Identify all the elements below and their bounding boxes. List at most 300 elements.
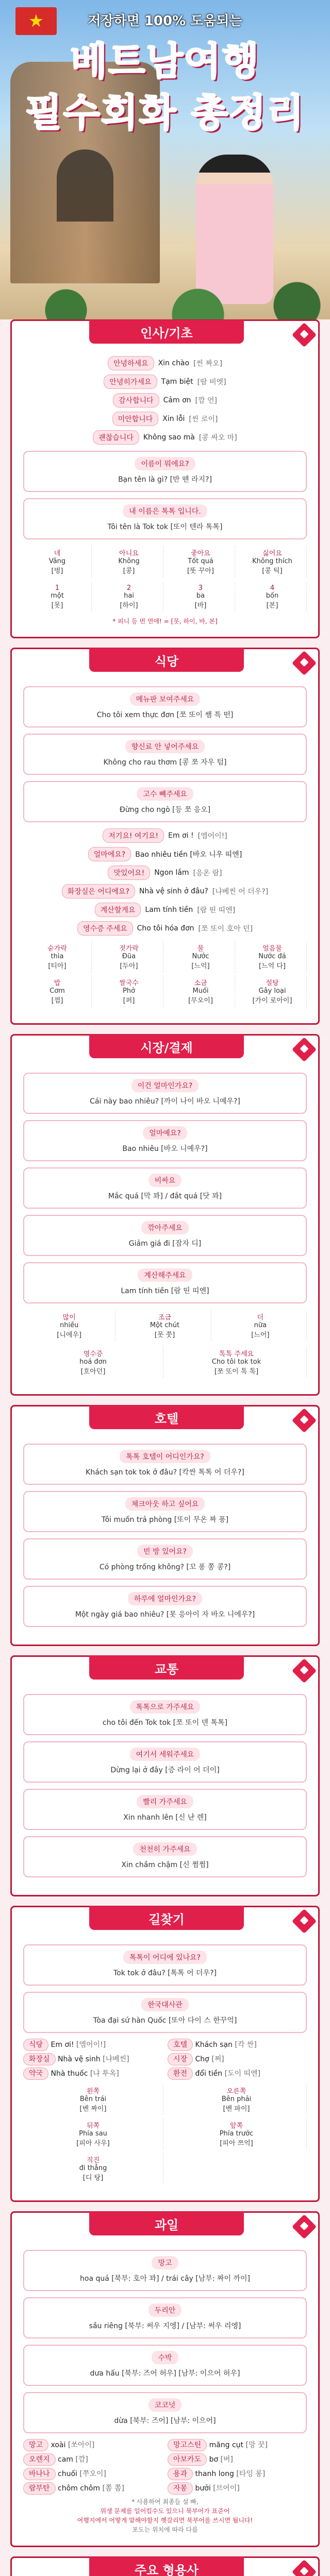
- phrase-reading: [응온 람]: [193, 869, 222, 877]
- phrase-ko: 비싸요: [148, 1174, 182, 1187]
- food-header: 식당: [89, 648, 244, 672]
- phrase-vi: Không cho rau thơm [콩 쪼 자우 텀]: [103, 758, 227, 767]
- phrase-ko: 얼마에요?: [88, 847, 131, 861]
- word-ko: 호텔: [168, 2039, 193, 2051]
- word-ko: 왼쪽: [86, 2088, 100, 2095]
- word-pair-left: [23, 2068, 162, 2078]
- phrase-vi: dưa hấu [북부: 즈어 허우] [남부: 이으어 허우]: [90, 2369, 240, 2378]
- word-ko: 람부탄: [23, 2482, 56, 2495]
- word-vi: Một chút: [150, 1321, 180, 1329]
- bookmark-icon: [292, 2214, 317, 2239]
- word-pair-left: [23, 2468, 162, 2479]
- phrase-card: [23, 1262, 307, 1303]
- word-vi: Vâng: [48, 557, 66, 565]
- word-reading: [브어이]: [213, 2484, 240, 2493]
- phrase-ko: 하루에 얼마인가요?: [128, 1592, 202, 1605]
- phrase-row: [23, 356, 307, 370]
- word-ko: 오른쪽: [226, 2088, 246, 2095]
- word-ko: 아니요: [119, 550, 139, 557]
- word-vi: Chợ: [195, 2055, 209, 2063]
- phrase-vi: Nhà vệ sinh ở đâu?: [139, 887, 208, 895]
- word-reading: [껌]: [51, 997, 63, 1005]
- word-cell: [23, 2118, 163, 2149]
- phrase-row: [23, 412, 307, 426]
- phrase-ko: 톡톡이 어디에 있나요?: [123, 1951, 207, 1964]
- word-vi: ba: [196, 592, 205, 600]
- phrase-ko: 저기요! 여기요!: [103, 828, 164, 843]
- word-ko: 바나나: [23, 2468, 56, 2480]
- phrase-reading: [냐베씬 어 더우?]: [212, 888, 269, 896]
- word-reading: [느억 다]: [259, 962, 286, 970]
- phrase-reading: [쪼 또이 호아 던]: [198, 925, 253, 933]
- phrase-card: [23, 1538, 307, 1580]
- word-pair-row: [23, 2468, 307, 2479]
- phrase-vi: Bao nhiêu tiền [바오 니우 띠엔]: [135, 851, 242, 859]
- phrase-vi: Tôi muốn trả phòng [또이 무온 짜 퐁]: [101, 1516, 229, 1524]
- phrase-row: [23, 903, 307, 917]
- word-cell: [238, 975, 307, 1007]
- word-ko: 화장실: [23, 2053, 56, 2065]
- word-reading: [도이 띠엔]: [224, 2070, 261, 2078]
- phrase-vi: Tòa đại sứ hàn Quốc [또아 다이 스 한꾸억]: [93, 2016, 237, 2025]
- phrase-vi: Cái này bao nhiêu? [까이 나이 바오 니예우?]: [90, 1097, 240, 1106]
- phrase-card: [23, 1120, 307, 1161]
- phrase-ko: 수박: [152, 2351, 178, 2364]
- phrase-ko: 두리안: [148, 2303, 182, 2317]
- shop-section: [10, 1034, 320, 1396]
- fruit-section: [10, 2211, 320, 2547]
- word-ko: 망고: [23, 2439, 48, 2451]
- greeting-header: 인사/기초: [89, 320, 244, 344]
- phrase-reading: [람 띤 띠엔]: [197, 906, 236, 914]
- phrase-card: [23, 2250, 307, 2291]
- phrase-card: [23, 1586, 307, 1627]
- phrase-ko: 톡톡 호텔이 어디인가요?: [120, 1450, 210, 1463]
- word-reading: [가이 로아이]: [252, 997, 292, 1005]
- word-vi: Nhà vệ sinh: [58, 2055, 101, 2063]
- phrase-vi: Tok tok ở đâu? [톡톡 어 더우?]: [113, 1969, 217, 1977]
- phrase-card: [23, 1491, 307, 1532]
- word-reading: [벙]: [51, 567, 63, 575]
- phrase-vi: Tạm biệt: [161, 378, 193, 386]
- phrase-ko: 고수 빼주세요: [137, 787, 193, 801]
- phrase-card: [23, 1836, 307, 1877]
- phrase-vi: Có phòng trống không? [꼬 퐁 쫑 콩?]: [99, 1563, 231, 1571]
- phrase-vi: Tôi tên là Tok tok [또이 텐라 톡톡]: [107, 523, 223, 531]
- fruit-note: [23, 2497, 307, 2534]
- word-cell: [238, 582, 307, 612]
- word-vi: Cho tôi tok tok: [211, 1358, 261, 1366]
- word-ko: 밥: [54, 979, 61, 987]
- word-reading: [니에우]: [57, 1331, 82, 1339]
- word-vi: bưởi: [195, 2484, 211, 2493]
- word-vi: đi thẳng: [79, 2164, 107, 2172]
- word-pair-right: [168, 2483, 307, 2493]
- word-vi: bơ: [209, 2455, 219, 2464]
- phrase-row: [23, 866, 307, 880]
- word-reading: [쫌 쫌]: [102, 2484, 124, 2493]
- phrase-vi: Lam tính tiền [람 띤 띠엔]: [121, 1287, 209, 1295]
- phrase-ko: 체크아웃 하고 싶어요: [125, 1497, 205, 1511]
- word-cell: [167, 2118, 307, 2149]
- yes-no-grid: [23, 546, 307, 577]
- greeting-section: [10, 319, 320, 638]
- word-ko: 시장: [168, 2053, 193, 2065]
- food-words-grid: [23, 941, 307, 1007]
- phrase-card: [23, 686, 307, 727]
- word-pair-row: [23, 2068, 307, 2078]
- phrase-vi: Cho tôi xem thực đơn [쪼 또이 쌤 특 떤]: [96, 711, 234, 719]
- word-vi: Phía trước: [219, 2130, 254, 2138]
- word-ko: 용과: [168, 2468, 193, 2480]
- bookmark-icon: [292, 1408, 317, 1433]
- word-vi: Không: [118, 557, 140, 565]
- phrase-ko: 안녕히가세요: [104, 375, 157, 389]
- fruit-note-line: 위생 문제를 일어킬수도 있으니 북부어가 표준어: [100, 2507, 230, 2515]
- word-ko: 얼음물: [262, 945, 282, 953]
- word-vi: Nhà thuốc: [51, 2070, 88, 2078]
- hotel-section: [10, 1405, 320, 1646]
- word-pair-left: [23, 2439, 162, 2450]
- word-ko: 더: [257, 1314, 264, 1321]
- word-reading: [쪼 또이 톡 톡]: [214, 1368, 259, 1376]
- phrase-ko: 괜찮습니다: [93, 430, 139, 445]
- word-reading: [냐 투옥]: [90, 2070, 119, 2078]
- word-vi: Bên phải: [221, 2095, 252, 2103]
- hero-title-line1: 베트남여행: [70, 39, 260, 83]
- hero-banner: [0, 0, 330, 319]
- word-reading: [쏘아이]: [68, 2441, 95, 2449]
- word-cell: [119, 1310, 211, 1341]
- phrase-card: [23, 1944, 307, 1986]
- word-vi: nhiều: [60, 1321, 79, 1329]
- phrase-ko: 천천히 가주세요: [133, 1842, 196, 1856]
- word-cell: [23, 546, 92, 577]
- bookmark-icon: [292, 1037, 317, 1062]
- bookmark-icon: [292, 2560, 317, 2576]
- phrase-vi: Khách sạn tok tok ở đâu? [칵싼 톡톡 어 더우?]: [86, 1468, 244, 1477]
- phrase-ko: 얼마예요?: [143, 1126, 187, 1140]
- word-vi: Em ơi!: [51, 2041, 74, 2049]
- word-vi: Tốt quá: [188, 557, 213, 565]
- hotel-header: 호텔: [89, 1405, 244, 1429]
- fruit-note-line: 포도는 위치에 따라 다름: [132, 2526, 198, 2533]
- phrase-ko: 여기서 세워주세요: [130, 1748, 201, 1761]
- word-vi: Gây loại: [258, 987, 286, 995]
- word-cell: [95, 975, 163, 1007]
- phrase-vi: Xin lỗi: [162, 415, 185, 423]
- phrase-row: [23, 828, 307, 843]
- word-reading: [디 탕]: [82, 2174, 104, 2182]
- word-ko: 젓가락: [119, 945, 139, 953]
- phrase-ko: 톡톡으로 가주세요: [130, 1700, 201, 1714]
- word-ko: 설탕: [266, 979, 279, 987]
- phrase-row: [23, 375, 307, 389]
- food-section: [10, 648, 320, 1025]
- word-reading: [느어]: [251, 1331, 270, 1339]
- phrase-vi: sầu riêng [북부: 써우 지엥] / [남부: 써우 리엥]: [89, 2322, 241, 2330]
- word-pair-row: [23, 2483, 307, 2493]
- phrase-card: [23, 781, 307, 822]
- phrase-card: [23, 1215, 307, 1256]
- phrase-ko: 내 이름은 톡톡 입니다.: [123, 504, 207, 518]
- fruit-header: 과일: [89, 2212, 244, 2235]
- phrase-reading: [땀 비엣]: [197, 378, 226, 386]
- word-ko: 4: [270, 584, 275, 592]
- phrase-card: [23, 1789, 307, 1830]
- phrase-card: [23, 451, 307, 492]
- fruit-note-line: 여행지에서 어떻게 말해야할지 헷갈리면 북부어를 쓰시면 됩니다!: [77, 2517, 253, 2524]
- word-ko: 많이: [62, 1314, 76, 1321]
- word-cell: [23, 582, 92, 612]
- phrase-card: [23, 1167, 307, 1209]
- word-reading: [퍼]: [123, 997, 135, 1005]
- phrase-reading: [콩 싸오 마]: [199, 434, 237, 442]
- word-ko: 조금: [158, 1314, 172, 1321]
- word-vi: hoá đơn: [79, 1358, 107, 1366]
- word-reading: [똣 꾸아]: [187, 567, 214, 575]
- word-cell: [23, 1310, 116, 1341]
- plants-image: [0, 273, 330, 319]
- word-vi: nữa: [254, 1321, 267, 1329]
- word-cell: [214, 1310, 307, 1341]
- word-ko: 오렌지: [23, 2453, 56, 2466]
- phrase-card: [23, 1694, 307, 1735]
- word-reading: [엠어이!]: [76, 2041, 106, 2049]
- phrase-ko: 메뉴판 보여주세요: [130, 692, 201, 706]
- phrase-card: [23, 2297, 307, 2338]
- word-pair-row: [23, 2039, 307, 2049]
- word-ko: 1: [55, 584, 60, 592]
- word-vi: Khách sạn: [195, 2041, 233, 2049]
- word-ko: 직진: [86, 2157, 100, 2164]
- word-cell: [167, 582, 235, 612]
- phrase-vi: Xin chầm chậm [신 쩜쩜]: [121, 1861, 209, 1869]
- word-cell: [167, 975, 235, 1007]
- phrase-ko: 미안합니다: [112, 412, 159, 426]
- phrase-reading: [엠어이!]: [197, 832, 227, 840]
- word-pair-right: [168, 2039, 307, 2049]
- word-ko: 소금: [194, 979, 207, 987]
- phrase-reading: [씬 로이]: [189, 415, 218, 423]
- phrase-row: [23, 393, 307, 408]
- word-reading: [바]: [194, 602, 207, 609]
- word-reading: [타잉 롱]: [236, 2470, 266, 2478]
- phrase-vi: dừa [북부: 즈어] [남부: 이으어]: [114, 2417, 216, 2425]
- word-cell: [238, 941, 307, 972]
- phrase-ko: 감사합니다: [113, 393, 159, 408]
- word-reading: [하이]: [120, 602, 138, 609]
- phrase-ko: 망고: [152, 2256, 178, 2269]
- traffic-section: [10, 1655, 320, 1896]
- word-vi: xoài: [51, 2441, 66, 2449]
- word-reading: [티아]: [48, 962, 67, 970]
- hero-subtitle: 저장하면 100% 도움되는: [88, 13, 242, 29]
- word-ko: 앞쪽: [229, 2122, 243, 2130]
- phrase-ko: 깎아주세요: [141, 1221, 189, 1234]
- word-vi: cam: [58, 2455, 73, 2464]
- word-reading: [콩 틱]: [262, 567, 283, 575]
- word-ko: 뒤쪽: [86, 2122, 100, 2130]
- phrase-vi: Dừng lại ở đây [증 라이 어 더이]: [110, 1766, 220, 1774]
- road-section: [10, 1906, 320, 2202]
- word-vi: Bên trái: [79, 2095, 107, 2103]
- phrase-vi: Đừng cho ngò [등 쪼 응오]: [119, 806, 211, 814]
- word-reading: [못 쭛]: [154, 1331, 175, 1339]
- word-reading: [쭈오이]: [79, 2470, 106, 2478]
- word-pair-left: [23, 2054, 162, 2064]
- word-vi: Đũa: [122, 953, 136, 960]
- word-reading: [망 꿋]: [245, 2441, 268, 2449]
- phrase-ko: 코코넛: [148, 2398, 182, 2412]
- word-vi: Phía sau: [79, 2130, 107, 2138]
- word-cell: [23, 1346, 163, 1378]
- word-ko: 식당: [23, 2039, 48, 2051]
- phrase-card: [23, 1741, 307, 1783]
- phrase-vi: Bạn tên là gì? [반 뗀 라지?]: [118, 476, 212, 484]
- hero-title-line2: 필수회화 총정리: [25, 91, 305, 135]
- phrase-vi: Cho tôi hóa đơn: [137, 924, 194, 933]
- word-reading: [피아 쯔억]: [220, 2140, 253, 2147]
- word-reading: [벤 파이]: [223, 2105, 250, 2113]
- word-cell: [95, 582, 163, 612]
- phrase-reading: [깜 언]: [195, 397, 217, 405]
- word-cell: [167, 1346, 307, 1378]
- shop-words-grid: [23, 1310, 307, 1341]
- phrase-ko: 빈 방 있어요?: [137, 1545, 193, 1558]
- word-reading: [콩]: [123, 567, 135, 575]
- phrase-vi: Ngon lắm: [154, 869, 189, 877]
- word-ko: 환전: [168, 2067, 193, 2080]
- phrase-vi: Cảm ơn: [163, 396, 191, 404]
- word-vi: thìa: [51, 953, 64, 960]
- phrase-ko: 화장실은 어디에요?: [62, 884, 135, 899]
- word-reading: [무오이]: [188, 997, 213, 1005]
- word-ko: 물: [197, 945, 204, 953]
- word-pair-row: [23, 2054, 307, 2064]
- word-vi: thanh long: [195, 2470, 234, 2478]
- word-cell: [95, 546, 163, 577]
- phrase-vi: Em ơi !: [168, 832, 194, 840]
- road-header: 길찾기: [89, 1906, 244, 1930]
- word-cell: [238, 546, 307, 577]
- bookmark-icon: [292, 651, 317, 675]
- word-vi: Phở: [122, 987, 136, 995]
- phrase-vi: Giảm giá đi [잠자 디]: [128, 1240, 202, 1248]
- word-cell: [167, 546, 235, 577]
- phrase-row: [23, 921, 307, 936]
- phrase-ko: 빨리 가주세요: [137, 1795, 193, 1808]
- word-reading: [못]: [51, 602, 63, 609]
- word-vi: chuối: [58, 2470, 77, 2478]
- word-ko: 숟가락: [47, 945, 67, 953]
- word-vi: hai: [124, 592, 134, 600]
- word-ko: 2: [126, 584, 131, 592]
- phrase-vi: Lam tính tiền: [145, 906, 193, 914]
- word-vi: chôm chôm: [58, 2484, 101, 2493]
- directions-grid: [23, 2083, 307, 2184]
- bookmark-icon: [292, 1909, 317, 1934]
- phrase-reading: [씬 짜오]: [193, 360, 223, 368]
- word-pair-right: [168, 2068, 307, 2078]
- word-vi: đổi tiền: [195, 2070, 223, 2078]
- word-vi: Cơm: [50, 987, 65, 995]
- word-ko: 아보카도: [168, 2453, 207, 2466]
- phrase-ko: 영수증 주세요: [77, 921, 133, 936]
- word-ko: 3: [198, 584, 203, 592]
- word-cell: [23, 941, 92, 972]
- phrase-card: [23, 1444, 307, 1485]
- bookmark-icon: [292, 323, 317, 347]
- word-ko: 싫어요: [262, 550, 282, 557]
- word-ko: 쌀국수: [119, 979, 139, 987]
- phrase-vi: hoa quả [북부: 호아 꽈] / trái cây [남부: 짜이 까이]: [80, 2275, 250, 2283]
- phrase-ko: 한국대사관: [141, 1998, 189, 2011]
- word-ko: 자몽: [168, 2482, 193, 2495]
- numbers-grid: [23, 582, 307, 612]
- phrase-vi: cho tôi đến Tok tok [쪼 또이 덴 톡톡]: [102, 1719, 228, 1727]
- adjective-section: [10, 2556, 320, 2576]
- word-vi: Nước đá: [258, 953, 286, 960]
- word-vi: măng cụt: [209, 2441, 244, 2449]
- word-vi: bốn: [266, 592, 279, 600]
- fruit-note-line: * 사용하여 최종들 설 빠,: [131, 2498, 199, 2505]
- word-reading: [두아]: [120, 962, 138, 970]
- phrase-vi: Bao nhiêu [바오 니예우?]: [122, 1145, 208, 1153]
- phrase-vi: Xin chào: [158, 359, 190, 367]
- word-reading: [버]: [220, 2455, 233, 2464]
- phrase-ko: 향신료 안 넣어주세요: [125, 740, 205, 753]
- word-ko: 톡톡 주세요: [219, 1350, 254, 1358]
- word-vi: một: [51, 592, 64, 600]
- word-reading: [깜]: [75, 2455, 88, 2464]
- phrase-ko: 계산할게요: [95, 903, 141, 917]
- phrase-vi: Không sao mà: [143, 433, 195, 442]
- phrase-card: [23, 498, 307, 539]
- word-reading: [느억]: [191, 962, 210, 970]
- word-cell: [23, 2153, 163, 2184]
- phrase-row: [23, 847, 307, 861]
- word-reading: [호아던]: [80, 1368, 106, 1376]
- shop-words-grid-2: [23, 1346, 307, 1378]
- phrase-card: [23, 1992, 307, 2033]
- word-ko: 좋아요: [191, 550, 210, 557]
- word-ko: 망고스틴: [168, 2439, 207, 2451]
- word-cell: [95, 941, 163, 972]
- phrase-row: [23, 884, 307, 899]
- word-pair-left: [23, 2483, 162, 2493]
- phrase-vi: Mắc quá [막 꽈] / đắt quá [닷 꽈]: [108, 1192, 222, 1200]
- phrase-card: [23, 734, 307, 775]
- word-vi: Nước: [192, 953, 209, 960]
- phrase-vi: Một ngày giá bao nhiêu? [못 응아이 자 바오 니에우?]: [75, 1611, 255, 1619]
- word-cell: [23, 2083, 163, 2115]
- phrase-ko: 맛있어요!: [108, 866, 150, 880]
- word-ko: 영수증: [83, 1350, 103, 1358]
- word-pair-right: [168, 2054, 307, 2064]
- word-pair-left: [23, 2039, 162, 2049]
- word-pair-left: [23, 2454, 162, 2464]
- greeting-note: * 피니 등 번 연애! = [못, 하이, 바, 본]: [112, 618, 218, 625]
- word-reading: [벤 짜이]: [79, 2105, 107, 2113]
- phrase-card: [23, 2345, 307, 2386]
- word-cell: [167, 2083, 307, 2115]
- word-pair-row: [23, 2439, 307, 2450]
- word-reading: [쩌]: [211, 2055, 224, 2063]
- phrase-row: [23, 430, 307, 445]
- phrase-vi: Xin nhanh lên [신 냔 렌]: [123, 1814, 207, 1822]
- word-reading: [본]: [266, 602, 278, 609]
